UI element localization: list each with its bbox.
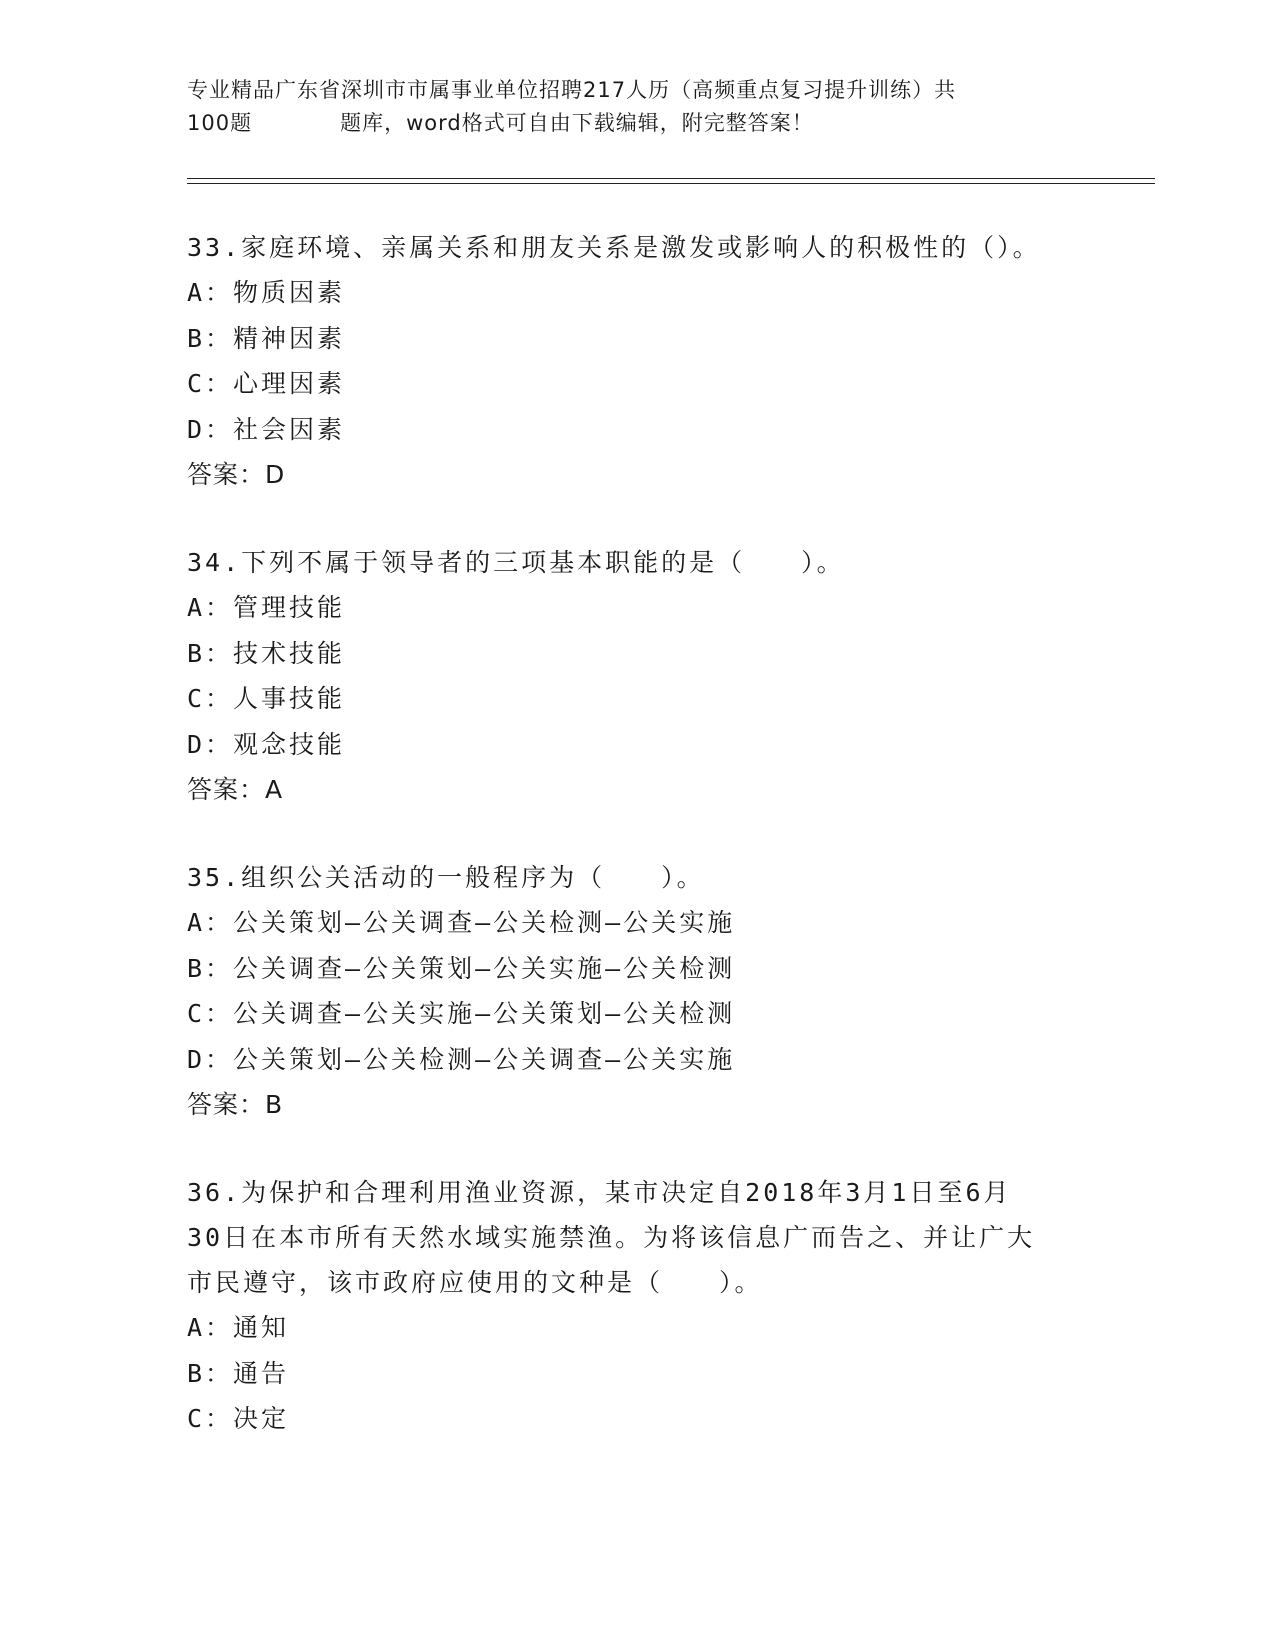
option-c: C：心理因素 [187,369,346,398]
option-b: B：通告 [187,1358,290,1388]
header-line-1: 专业精品广东省深圳市市属事业单位招聘217人历（高频重点复习提升训练）共 [187,78,957,102]
question-stem-line-2: 30日在本市所有天然水域实施禁渔。为将该信息广而告之、并让广大 [187,1223,1036,1252]
option-b: B：技术技能 [187,638,346,668]
option-a: A：公关策划—公关调查—公关检测—公关实施 [187,908,736,937]
option-a: A：管理技能 [187,593,346,622]
answer: 答案：A [187,775,284,804]
option-c: C：决定 [187,1404,290,1433]
answer: 答案：D [187,460,286,489]
option-d: D：社会因素 [187,414,346,444]
question-34 [187,540,1087,812]
option-b: B：精神因素 [187,323,346,353]
question-33 [187,225,1087,497]
question-35 [187,855,1087,1127]
option-a: A：物质因素 [187,278,346,307]
answer: 答案：B [187,1090,284,1119]
document-header [187,74,1067,140]
option-a: A：通知 [187,1313,290,1342]
option-b: B：公关调查—公关策划—公关实施—公关检测 [187,953,736,983]
header-divider-bottom [187,183,1155,184]
option-c: C：人事技能 [187,684,346,713]
question-stem-line-1: 36.为保护和合理利用渔业资源，某市决定自2018年3月1日至6月 [187,1178,1012,1207]
question-stem-line-3: 市民遵守，该市政府应使用的文种是（ ）。 [187,1268,763,1297]
header-divider-top [187,178,1155,179]
question-stem: 35.组织公关活动的一般程序为（ ）。 [187,863,705,892]
option-c: C：公关调查—公关实施—公关策划—公关检测 [187,999,736,1028]
question-36 [187,1170,1087,1442]
header-line-2 [187,107,1067,140]
question-stem: 34.下列不属于领导者的三项基本职能的是（ ）。 [187,548,845,577]
option-d: D：公关策划—公关检测—公关调查—公关实施 [187,1044,736,1074]
header-question-count: 100题 [187,111,253,135]
question-stem: 33.家庭环境、亲属关系和朋友关系是激发或影响人的积极性的（）。 [187,233,1041,262]
option-d: D：观念技能 [187,729,346,759]
header-description: 题库，word格式可自由下载编辑，附完整答案！ [340,111,814,135]
